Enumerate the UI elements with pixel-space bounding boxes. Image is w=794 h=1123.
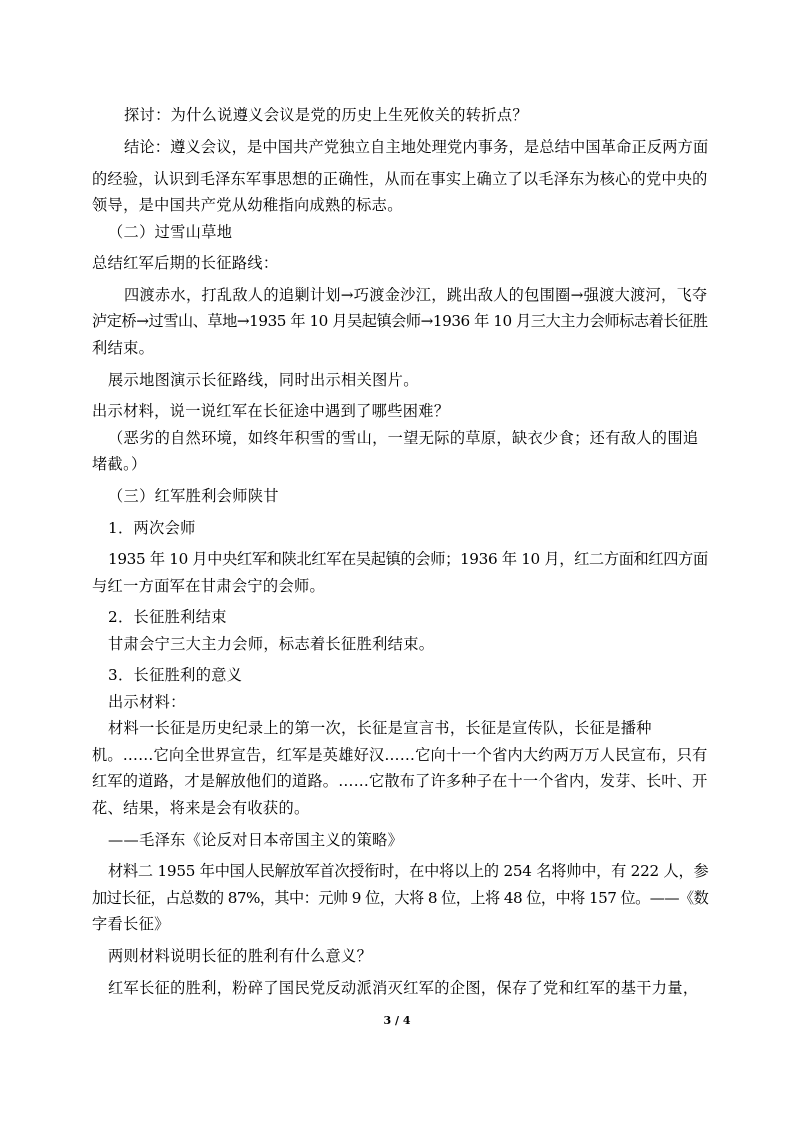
text-line: 堵截。） xyxy=(92,455,147,473)
text-line: 机。……它向全世界宣告，红军是英雄好汉……它向十一个省内大约两万万人民宣布，只有 xyxy=(92,746,708,764)
text-line: 泸定桥→过雪山、草地→1935 年 10 月吴起镇会师→1936 年 10 月三大主力会师标志着长征胜 xyxy=(92,312,708,330)
text-line: 两则材料说明长征的胜利有什么意义？ xyxy=(108,947,373,965)
section-heading: （三）红军胜利会师陕甘 xyxy=(108,487,279,505)
text-line: 甘肃会宁三大主力会师，标志着长征胜利结束。 xyxy=(108,635,435,653)
subheading: 3．长征胜利的意义 xyxy=(108,666,243,684)
text-line: 探讨：为什么说遵义会议是党的历史上生死攸关的转折点？ xyxy=(124,106,528,124)
text-line: 1935 年 10 月中央红军和陕北红军在吴起镇的会师；1936 年 10 月，红二方面和红四方面 xyxy=(108,550,708,568)
text-line: 四渡赤水，打乱敌人的追剿计划→巧渡金沙江，跳出敌人的包围圈→强渡大渡河，飞夺 xyxy=(124,286,708,304)
text-line: 利结束。 xyxy=(92,339,155,357)
text-line: 材料一长征是历史纪录上的第一次，长征是宣言书，长征是宣传队，长征是播种 xyxy=(108,719,652,737)
subheading: 1．两次会师 xyxy=(108,519,196,537)
text-line: 结论：遵义会议，是中国共产党独立自主地处理党内事务，是总结中国革命正反两方面 xyxy=(124,138,709,156)
page-number: 3 / 4 xyxy=(383,1014,411,1027)
citation: ——毛泽东《论反对日本帝国主义的策略》 xyxy=(108,831,404,849)
text-line: 出示材料： xyxy=(108,693,186,711)
text-line: 出示材料，说一说红军在长征途中遇到了哪些困难？ xyxy=(92,402,450,420)
text-line: 的经验，认识到毛泽东军事思想的正确性，从而在事实上确立了以毛泽东为核心的党中央的 xyxy=(92,170,708,188)
text-line: （恶劣的自然环境，如终年积雪的雪山，一望无际的草原，缺衣少食；还有敌人的围追 xyxy=(108,429,699,447)
text-line: 红军长征的胜利，粉碎了国民党反动派消灭红军的企图，保存了党和红军的基干力量， xyxy=(108,979,699,997)
text-line: 加过长征，占总数的 87%，其中：元帅 9 位，大将 8 位，上将 48 位，中将 157 位。——《数 xyxy=(92,889,709,907)
text-line: 展示地图演示长征路线，同时出示相关图片。 xyxy=(108,371,419,389)
text-line: 字看长征》 xyxy=(92,915,170,933)
section-heading: （二）过雪山草地 xyxy=(108,223,233,241)
text-line: 领导，是中国共产党从幼稚指向成熟的标志。 xyxy=(92,196,403,214)
subheading: 2．长征胜利结束 xyxy=(108,608,227,626)
text-line: 红军的道路，才是解放他们的道路。……它散布了许多种子在十一个省内，发芽、长叶、开 xyxy=(92,772,708,790)
text-line: 材料二 1955 年中国人民解放军首次授衔时，在中将以上的 254 名将帅中，有 222 人，参 xyxy=(108,862,709,880)
text-line: 与红一方面军在甘肃会宁的会师。 xyxy=(92,577,326,595)
text-line: 总结红军后期的长征路线： xyxy=(92,254,279,272)
text-line: 花、结果，将来是会有收获的。 xyxy=(92,799,310,817)
